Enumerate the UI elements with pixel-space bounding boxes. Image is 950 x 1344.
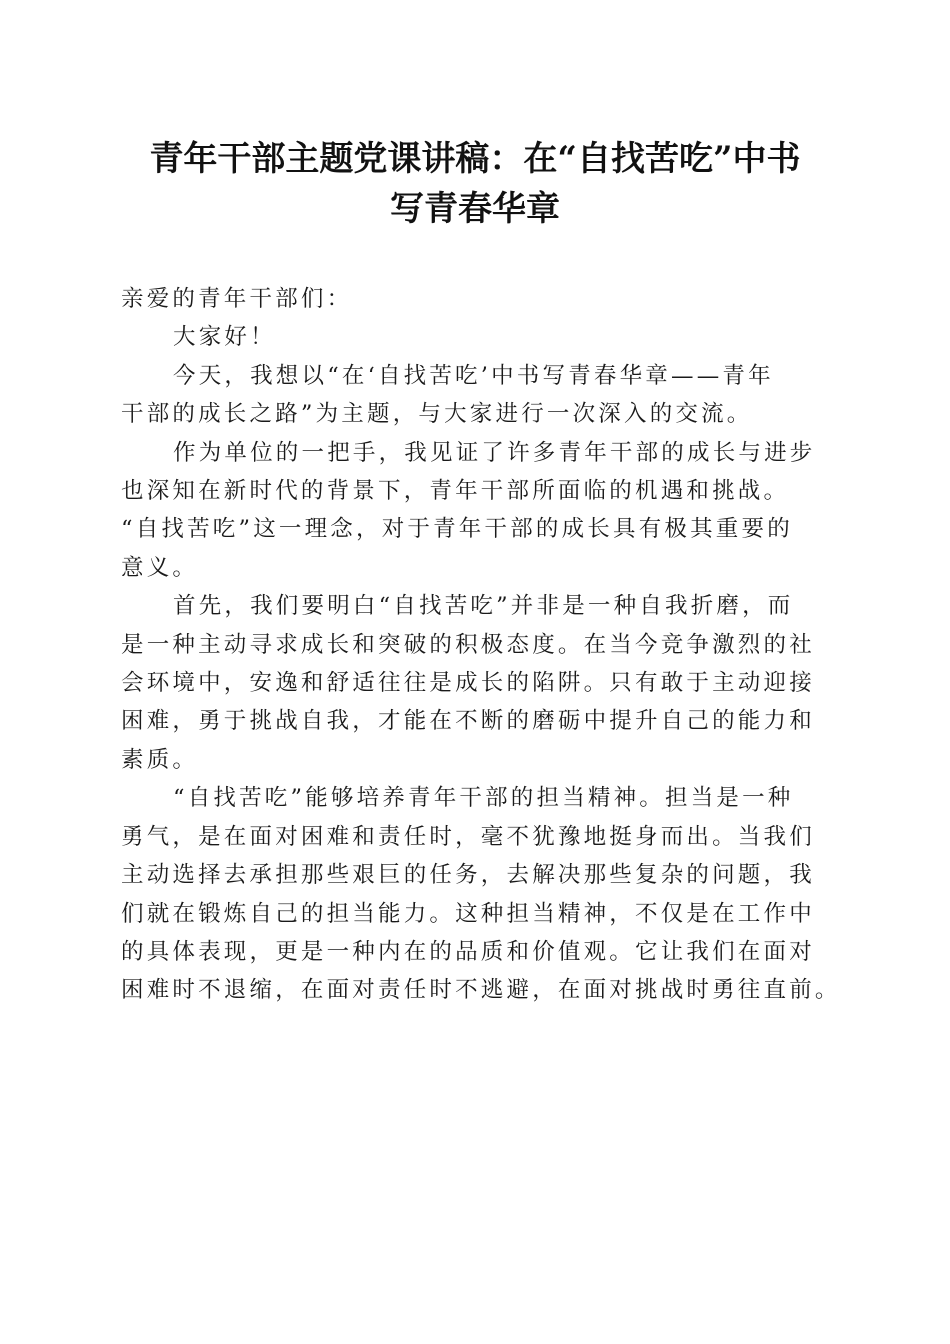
greeting-text: 大家好！ (173, 324, 276, 351)
paragraph-line: 今天，我想以“在‘自找苦吃’中书写青春华章——青年 (173, 362, 774, 389)
paragraph-line: 作为单位的一把手，我见证了许多青年干部的成长与进步 (173, 439, 816, 466)
paragraph-role (121, 434, 831, 588)
paragraph-line: “自找苦吃”这一理念，对于青年干部的成长具有极其重要的 (121, 516, 793, 543)
paragraph-line: 意义。 (121, 554, 199, 581)
paragraph-line: 首先，我们要明白“自找苦吃”并非是一种自我折磨，而 (173, 593, 794, 620)
paragraph-line: 素质。 (121, 746, 199, 773)
paragraph-line: 们就在锻炼自己的担当能力。这种担当精神，不仅是在工作中 (121, 900, 815, 927)
paragraph-line: 困难时不退缩，在面对责任时不逃避，在面对挑战时勇往直前。 (121, 977, 841, 1004)
paragraph-line: 是一种主动寻求成长和突破的积极态度。在当今竞争激烈的社 (121, 631, 815, 658)
paragraph-line: 困难，勇于挑战自我，才能在不断的磨砺中提升自己的能力和 (121, 708, 815, 735)
salutation (121, 280, 831, 318)
greeting (121, 318, 831, 356)
paragraph-line: 勇气，是在面对困难和责任时，毫不犹豫地挺身而出。当我们 (121, 823, 815, 850)
title-line-2: 写青春华章 (390, 189, 560, 229)
paragraph-line: “自找苦吃”能够培养青年干部的担当精神。担当是一种 (173, 785, 794, 812)
document-body (121, 280, 841, 1010)
paragraph-line: 也深知在新时代的背景下，青年干部所面临的机遇和挑战。 (121, 478, 790, 505)
paragraph-first (121, 587, 831, 779)
paragraph-intro (121, 357, 831, 434)
paragraph-line: 主动选择去承担那些艰巨的任务，去解决那些复杂的问题，我 (121, 862, 815, 889)
paragraph-line: 会环境中，安逸和舒适往往是成长的陷阱。只有敢于主动迎接 (121, 670, 815, 697)
paragraph-line: 干部的成长之路”为主题，与大家进行一次深入的交流。 (121, 401, 753, 428)
paragraph-responsibility (121, 779, 841, 1009)
title-line-1: 青年干部主题党课讲稿：在“自找苦吃”中书 (149, 139, 801, 179)
document-title (110, 134, 840, 234)
paragraph-line: 的具体表现，更是一种内在的品质和价值观。它让我们在面对 (121, 938, 815, 965)
salutation-text: 亲爱的青年干部们： (121, 286, 353, 312)
